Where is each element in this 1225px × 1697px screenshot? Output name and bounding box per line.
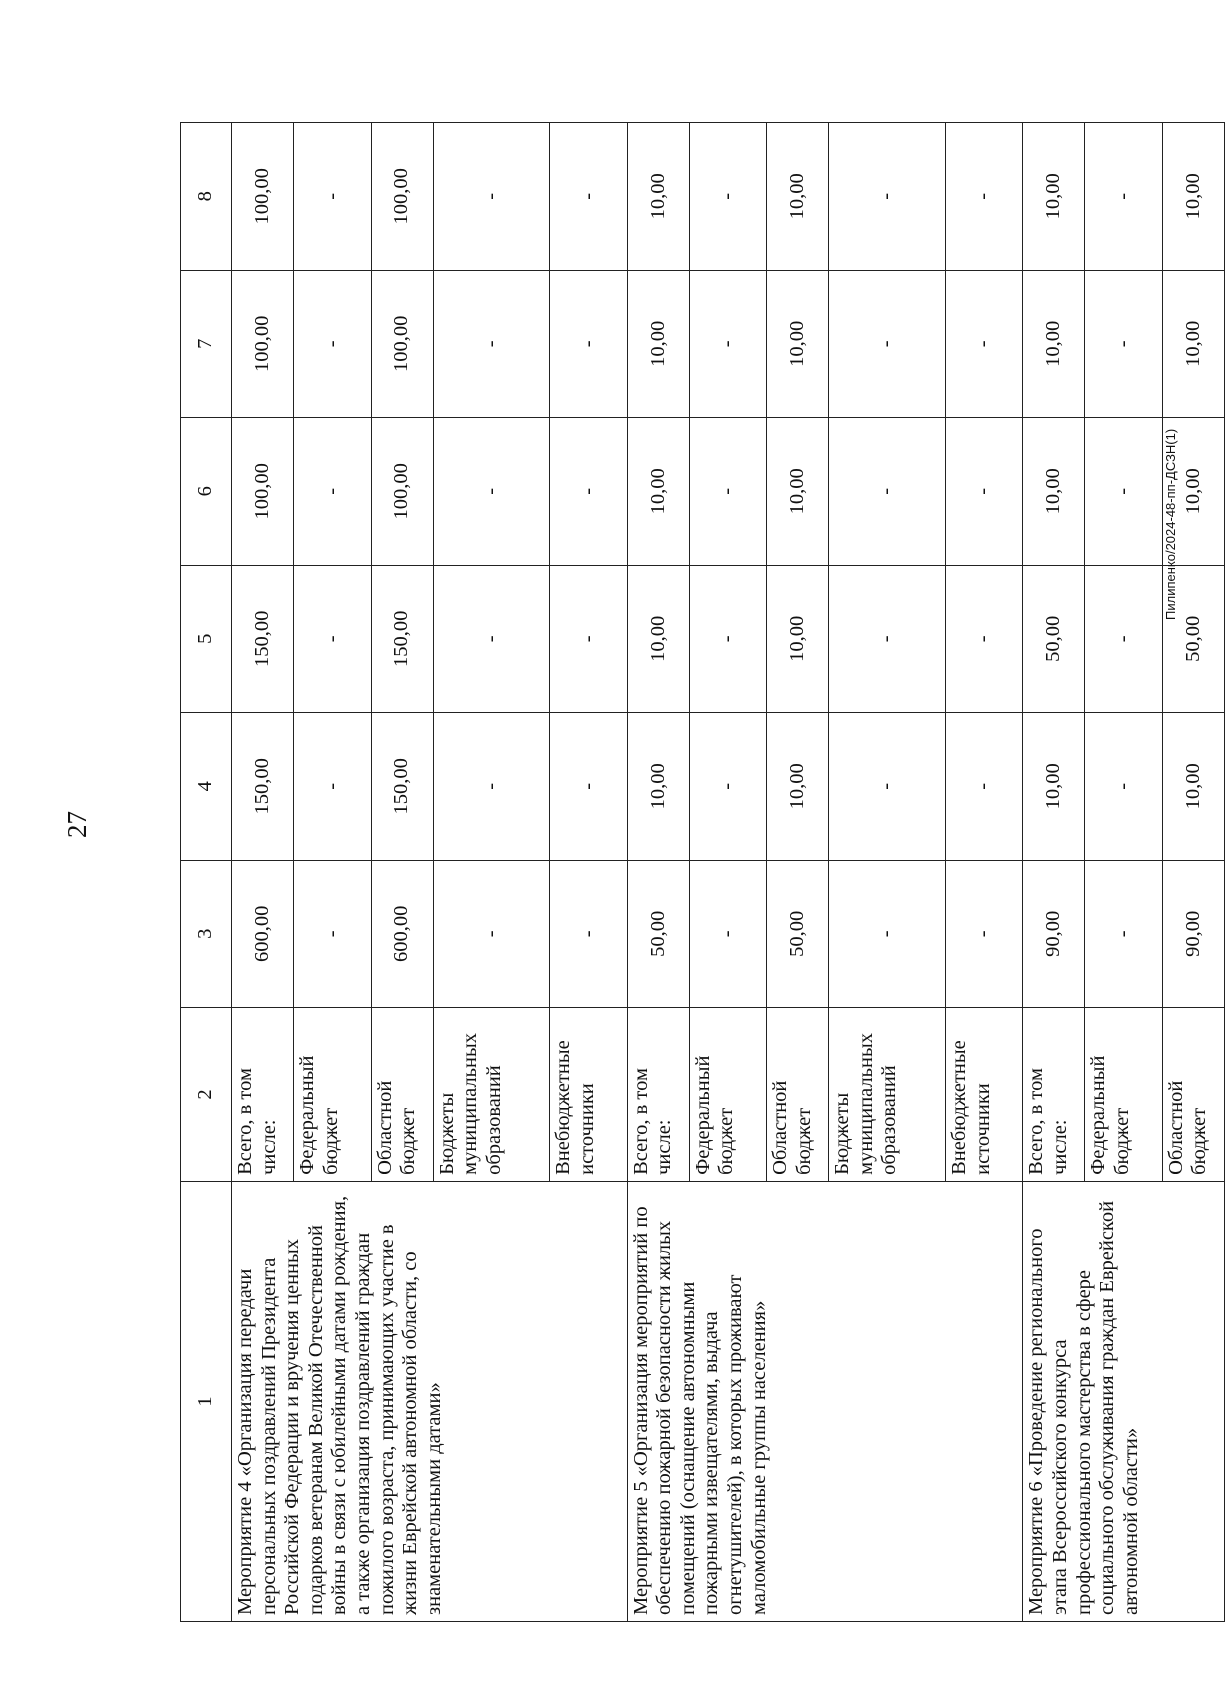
amount-cell: 10,00 [1162, 270, 1224, 418]
amount-cell: 600,00 [371, 860, 433, 1008]
amount-cell: - [689, 270, 766, 418]
header-cell: 4 [181, 713, 232, 861]
amount-cell: 50,00 [1162, 565, 1224, 713]
amount-cell: 10,00 [627, 270, 689, 418]
amount-cell: 10,00 [627, 713, 689, 861]
document-code: Пилипенко/2024-48-пп-ДСЗН(1) [1163, 428, 1178, 620]
table-body [181, 123, 1225, 1622]
amount-cell: - [433, 713, 550, 861]
table-row [232, 123, 294, 1622]
amount-cell: 90,00 [1162, 860, 1224, 1008]
amount-cell: - [1085, 860, 1162, 1008]
amount-cell: - [689, 860, 766, 1008]
funding-source-cell: Федеральный бюджет [1085, 1008, 1162, 1182]
rotated-page-content [180, 122, 1225, 1622]
amount-cell: - [433, 270, 550, 418]
amount-cell: 50,00 [627, 860, 689, 1008]
amount-cell: - [829, 713, 946, 861]
amount-cell: 90,00 [1023, 860, 1085, 1008]
funding-source-cell: Областной бюджет [371, 1008, 433, 1182]
header-cell: 3 [181, 860, 232, 1008]
amount-cell: 10,00 [1162, 713, 1224, 861]
header-cell: 8 [181, 123, 232, 271]
amount-cell: 100,00 [232, 123, 294, 271]
amount-cell: - [945, 860, 1022, 1008]
amount-cell: - [945, 713, 1022, 861]
funding-source-cell: Всего, в том числе: [232, 1008, 294, 1182]
funding-source-cell: Бюджеты муниципальных образований [829, 1008, 946, 1182]
amount-cell: 10,00 [1023, 270, 1085, 418]
amount-cell: 600,00 [232, 860, 294, 1008]
amount-cell: 100,00 [371, 418, 433, 566]
amount-cell: - [689, 565, 766, 713]
amount-cell: - [829, 418, 946, 566]
amount-cell: - [945, 565, 1022, 713]
amount-cell: - [1085, 270, 1162, 418]
amount-cell: - [294, 418, 371, 566]
budget-table [180, 122, 1225, 1622]
header-cell: 6 [181, 418, 232, 566]
amount-cell: - [945, 123, 1022, 271]
amount-cell: - [1085, 565, 1162, 713]
amount-cell: - [433, 860, 550, 1008]
amount-cell: - [550, 713, 627, 861]
amount-cell: 10,00 [767, 565, 829, 713]
amount-cell: - [433, 418, 550, 566]
header-cell: 2 [181, 1008, 232, 1182]
amount-cell: 10,00 [767, 270, 829, 418]
amount-cell: - [1085, 418, 1162, 566]
amount-cell: 10,00 [627, 123, 689, 271]
amount-cell: - [689, 713, 766, 861]
amount-cell: - [689, 418, 766, 566]
amount-cell: - [294, 565, 371, 713]
amount-cell: - [829, 860, 946, 1008]
amount-cell: - [433, 565, 550, 713]
amount-cell: 10,00 [1162, 123, 1224, 271]
amount-cell: 50,00 [767, 860, 829, 1008]
amount-cell: - [294, 123, 371, 271]
amount-cell: - [294, 860, 371, 1008]
amount-cell: - [550, 123, 627, 271]
amount-cell: 10,00 [1023, 123, 1085, 271]
amount-cell: - [433, 123, 550, 271]
table-row [1023, 123, 1085, 1622]
table-row [627, 123, 689, 1622]
funding-source-cell: Областной бюджет [1162, 1008, 1224, 1182]
header-cell: 1 [181, 1181, 232, 1621]
measure-title-cell: Мероприятие 5 «Организация мероприятий по обеспечению пожарной безопасности жилых помещений (оснащение автономными пожарными извещателями, выдача огнетушителей), в которых проживают маломобильные группы населения» [627, 1181, 1023, 1621]
amount-cell: 100,00 [232, 418, 294, 566]
funding-source-cell: Федеральный бюджет [294, 1008, 371, 1182]
funding-source-cell: Внебюджетные источники [550, 1008, 627, 1182]
measure-title-cell: Мероприятие 4 «Организация передачи персональных поздравлений Президента Российской Федерации и вручения ценных подарков ветеранам Великой Отечественной войны в связи с юбилейными датами рождения, а также организация поздравлений граждан пожилого возраста, принимающих участие в жизни Еврейской автономной области, со знаменательными датами» [232, 1181, 628, 1621]
amount-cell: 10,00 [1023, 713, 1085, 861]
amount-cell: - [294, 713, 371, 861]
header-cell: 5 [181, 565, 232, 713]
funding-source-cell: Федеральный бюджет [689, 1008, 766, 1182]
amount-cell: 10,00 [1162, 418, 1224, 566]
amount-cell: 100,00 [371, 123, 433, 271]
amount-cell: 150,00 [232, 565, 294, 713]
amount-cell: 50,00 [1023, 565, 1085, 713]
amount-cell: - [550, 565, 627, 713]
amount-cell: - [1085, 713, 1162, 861]
amount-cell: - [294, 270, 371, 418]
amount-cell: 10,00 [767, 418, 829, 566]
amount-cell: 150,00 [371, 713, 433, 861]
amount-cell: - [550, 270, 627, 418]
page-number: 27 [62, 811, 92, 838]
amount-cell: 10,00 [627, 418, 689, 566]
amount-cell: 150,00 [232, 713, 294, 861]
amount-cell: - [829, 565, 946, 713]
amount-cell: 10,00 [627, 565, 689, 713]
amount-cell: - [829, 123, 946, 271]
amount-cell: - [945, 418, 1022, 566]
header-row [181, 123, 232, 1622]
amount-cell: - [689, 123, 766, 271]
funding-source-cell: Внебюджетные источники [945, 1008, 1022, 1182]
measure-title-cell: Мероприятие 6 «Проведение регионального этапа Всероссийского конкурса профессионального мастерства в сфере социального обслуживания граждан Еврейской автономной области» [1023, 1181, 1225, 1621]
header-cell: 7 [181, 270, 232, 418]
amount-cell: - [1085, 123, 1162, 271]
amount-cell: - [945, 270, 1022, 418]
amount-cell: 10,00 [1023, 418, 1085, 566]
funding-source-cell: Областной бюджет [767, 1008, 829, 1182]
funding-source-cell: Всего, в том числе: [1023, 1008, 1085, 1182]
funding-source-cell: Бюджеты муниципальных образований [433, 1008, 550, 1182]
funding-source-cell: Всего, в том числе: [627, 1008, 689, 1182]
amount-cell: 100,00 [232, 270, 294, 418]
amount-cell: - [550, 860, 627, 1008]
amount-cell: - [550, 418, 627, 566]
amount-cell: 100,00 [371, 270, 433, 418]
amount-cell: 10,00 [767, 713, 829, 861]
amount-cell: 10,00 [767, 123, 829, 271]
amount-cell: 150,00 [371, 565, 433, 713]
amount-cell: - [829, 270, 946, 418]
